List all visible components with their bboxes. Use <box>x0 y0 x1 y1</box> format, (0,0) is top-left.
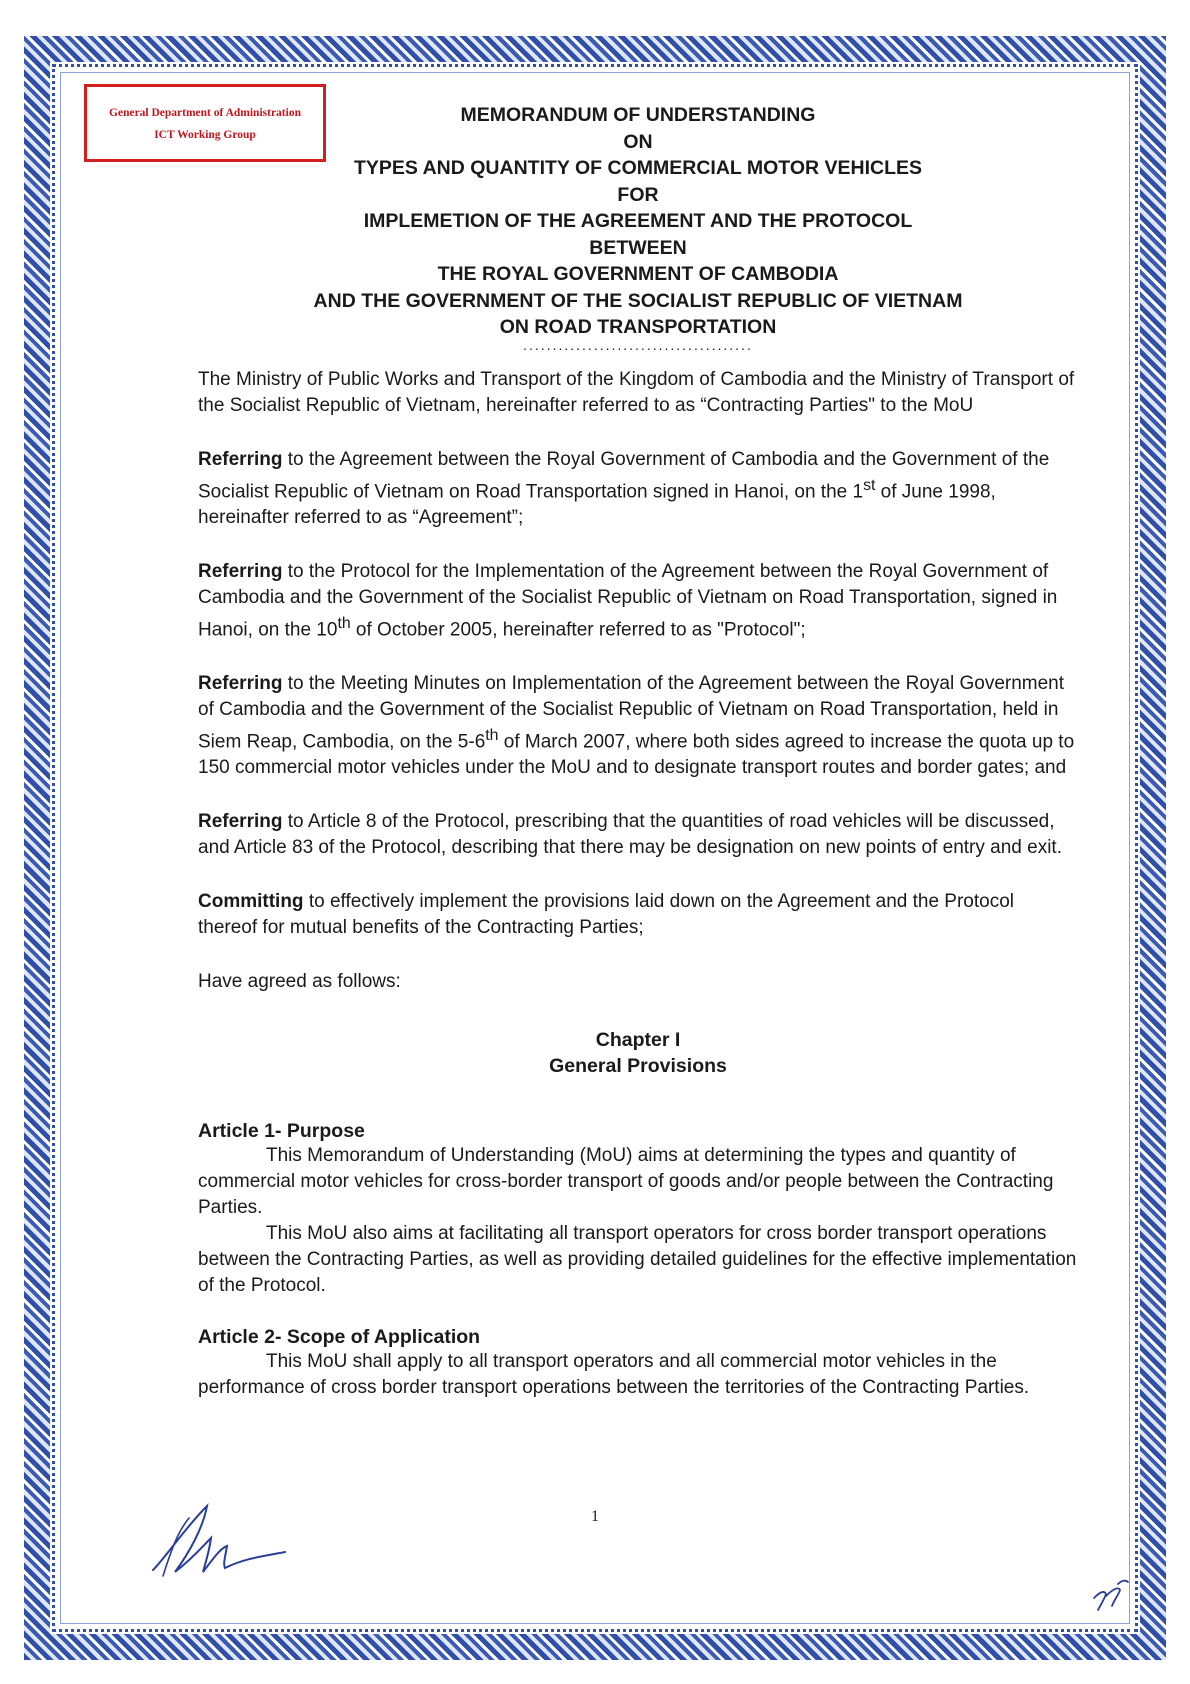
referring-articles-paragraph <box>198 809 1078 861</box>
lead-word: Referring <box>198 811 283 833</box>
article-2 <box>198 1325 1078 1401</box>
handwritten-initials <box>1090 1576 1130 1616</box>
paragraph-text: to Article 8 of the Protocol, prescribing that the quantities of road vehicles will be discussed, and Article 83 of the Protocol, describing that there may be designation on new points of entry and exit. <box>198 811 1062 859</box>
title-line: MEMORANDUM OF UNDERSTANDING <box>460 104 816 126</box>
paragraph-text: of October 2005, hereinafter referred to as "Protocol"; <box>350 619 806 641</box>
stamp-line-1: General Department of Administration <box>109 107 301 119</box>
article-1 <box>198 1119 1078 1299</box>
title-line: BETWEEN <box>589 236 687 259</box>
paragraph-text: to the Protocol for the Implementation of the Agreement between the Royal Government of Cambodia and the Government of the Socialist Republic of Vietnam on Road Transportation, signed in Hanoi, on the 10 <box>198 560 1058 641</box>
title-line: ON <box>623 130 653 153</box>
title-line: AND THE GOVERNMENT OF THE SOCIALIST REPUBLIC OF VIETNAM <box>313 289 963 312</box>
title-line: FOR <box>617 183 659 206</box>
title-divider: ....................................... <box>523 336 753 353</box>
document-body <box>198 102 1078 1401</box>
ordinal-suffix: th <box>485 727 499 745</box>
paragraph-text: to the Agreement between the Royal Government of Cambodia and the Government of the Socialist Republic of Vietnam on Road Transportation signed in Hanoi, on the 1 <box>198 448 1050 502</box>
chapter-title: General Provisions <box>549 1055 727 1078</box>
title-line: THE ROYAL GOVERNMENT OF CAMBODIA <box>437 263 839 285</box>
article-paragraph: This Memorandum of Understanding (MoU) aims at determining the types and quantity of commercial motor vehicles for cross-border transport of goods and/or people between the Contracting Parties. <box>198 1145 1054 1219</box>
stamp-line-2: ICT Working Group <box>154 128 256 141</box>
ordinal-suffix: st <box>863 476 876 494</box>
referring-protocol-paragraph <box>198 559 1078 643</box>
article-title: Article 2- Scope of Application <box>198 1326 481 1349</box>
document-title <box>198 102 1078 353</box>
lead-word: Referring <box>198 560 283 582</box>
paragraph-text: of March 2007, where both sides agreed to increase the quota up to 150 commercial motor vehicles under the MoU and to designate transport routes and border gates; and <box>198 731 1075 779</box>
chapter-label: Chapter I <box>595 1029 681 1052</box>
article-paragraph: This MoU shall apply to all transport operators and all commercial motor vehicles in the performance of cross border transport operations between the territories of the Contracting Parties. <box>198 1351 1030 1399</box>
article-paragraph: This MoU also aims at facilitating all transport operators for cross border transport operations between the Contracting Parties, as well as providing detailed guidelines for the effective implementation of the Protocol. <box>198 1223 1077 1297</box>
paragraph-text: to the Meeting Minutes on Implementation of the Agreement between the Royal Government of Cambodia and the Government of the Socialist Republic of Vietnam on Road Transportation, held in Siem Reap, Cambodia, on the 5-6 <box>198 673 1065 753</box>
committing-paragraph <box>198 889 1078 941</box>
lead-word: Committing <box>198 891 304 913</box>
referring-minutes-paragraph <box>198 671 1078 781</box>
referring-agreement-paragraph <box>198 447 1078 531</box>
page-number: 1 <box>591 1508 599 1525</box>
paragraph-text: of June 1998, hereinafter referred to as “Agreement”; <box>198 480 996 528</box>
title-line: IMPLEMETION OF THE AGREEMENT AND THE PROTOCOL <box>363 210 913 232</box>
chapter-heading <box>198 1027 1078 1079</box>
handwritten-signature <box>145 1498 295 1583</box>
agreed-statement: Have agreed as follows: <box>198 971 401 993</box>
title-line: ON ROAD TRANSPORTATION <box>499 316 777 338</box>
lead-word: Referring <box>198 448 283 470</box>
lead-word: Referring <box>198 673 283 695</box>
article-title: Article 1- Purpose <box>198 1120 365 1143</box>
intro-paragraph: The Ministry of Public Works and Transport of the Kingdom of Cambodia and the Ministry of Transport of the Socialist Republic of Vietnam, hereinafter referred to as “Contracting Parties" to the MoU <box>198 368 1075 416</box>
paragraph-text: to effectively implement the provisions laid down on the Agreement and the Protocol thereof for mutual benefits of the Contracting Parties; <box>198 891 1014 939</box>
title-line: TYPES AND QUANTITY OF COMMERCIAL MOTOR VEHICLES <box>353 157 923 179</box>
ordinal-suffix: th <box>337 614 351 632</box>
